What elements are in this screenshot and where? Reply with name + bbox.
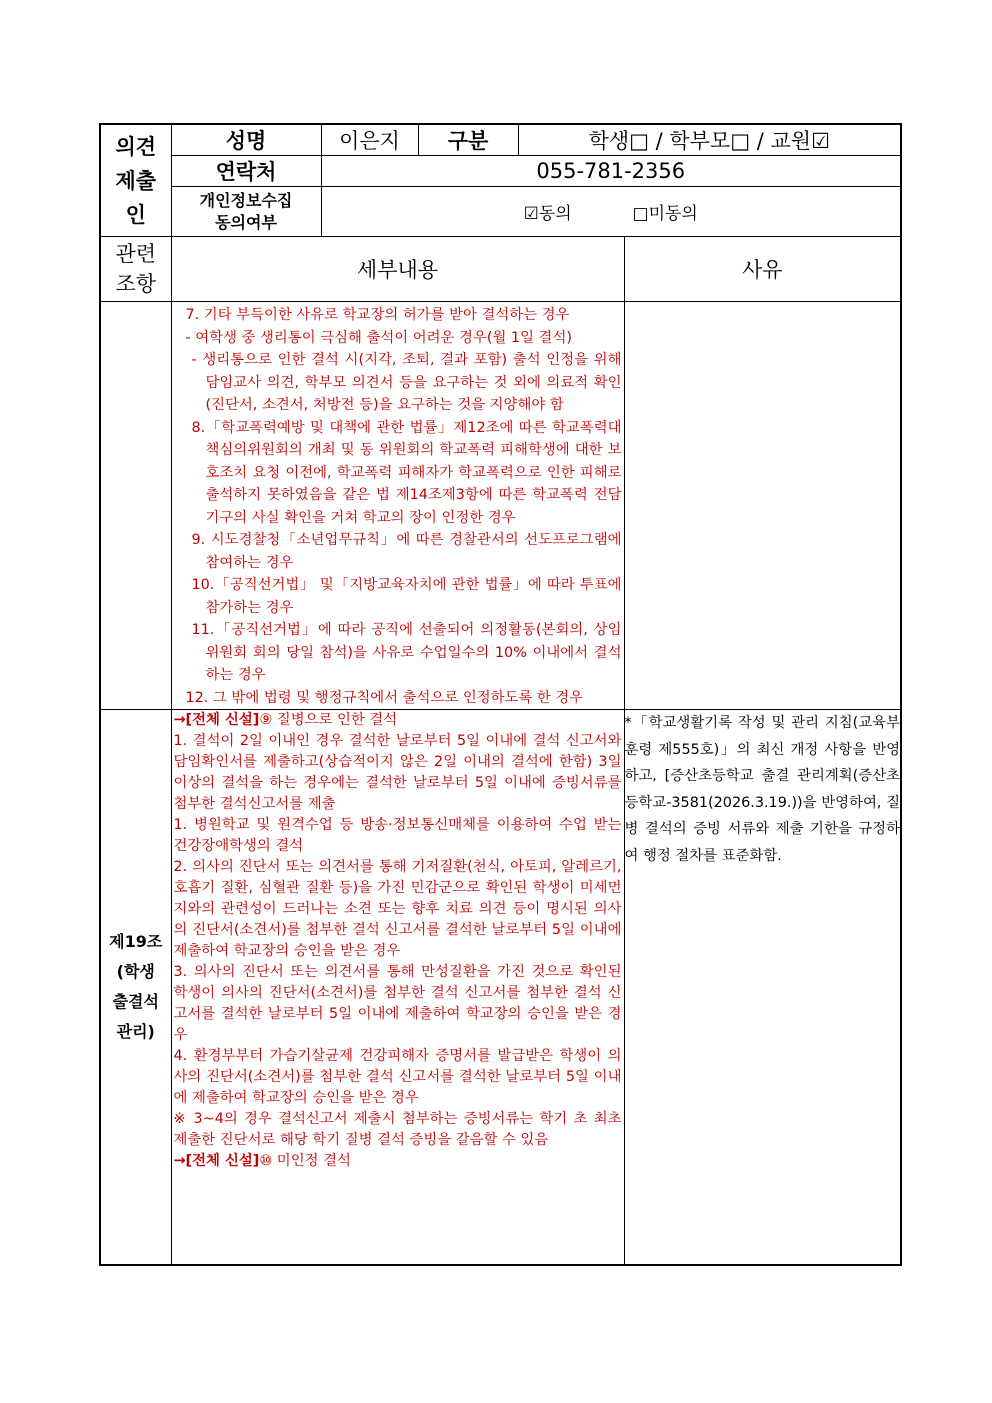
row2-paragraph: ※ 3~4의 경우 결석신고서 제출시 첨부하는 증빙서류는 학기 초 최초 제출한 진단서로 해당 학기 질병 결석 증빙을 갈음할 수 있음 [173, 1111, 622, 1148]
article-19-label: 제19조 (학생 출결석 관리) [100, 710, 171, 1265]
row2-reason-cell: *「학교생활기록 작성 및 관리 지침(교육부훈령 제555호)」의 최신 개정 사항을 반영하고, [증산초등학교 출결 관리계획(증산초등학교-3581(2026.3.19.))을 반영하여, 질병 결석의 증빙 서류와 제출 기한을 규정하여 행정 절차를 표준화함. [624, 710, 901, 1265]
row1-item: 11.「공직선거법」에 따라 공직에 선출되어 의정활동(본회의, 상임위원회 회의 당일 참석)을 사유로 수업일수의 10% 이내에서 결석하는 경우 [191, 622, 622, 683]
contact-label: 연락처 [171, 156, 321, 187]
type-value: 학생□ / 학부모□ / 교원☑ [518, 124, 901, 156]
opinion-table [99, 123, 902, 1266]
row2-detail-cell [171, 710, 624, 1265]
new-provision-title: ⑩ 미인정 결석 [259, 1153, 351, 1169]
reason-column-header: 사유 [624, 237, 901, 302]
row1-item: 10.「공직선거법」 및「지방교육자치에 관한 법률」에 따라 투표에 참가하는 경우 [191, 577, 622, 616]
row1-clause-cell [100, 302, 171, 710]
opinion-form [99, 123, 900, 1266]
contact-value: 055-781-2356 [321, 156, 901, 187]
row1-item: 12. 그 밖에 법령 및 행정규칙에서 출석으로 인정하도록 한 경우 [185, 689, 584, 706]
detail-column-header: 세부내용 [171, 237, 624, 302]
type-label: 구분 [418, 124, 518, 156]
row1-detail-cell [171, 302, 624, 710]
disagree-checkbox[interactable]: □미동의 [632, 204, 698, 224]
row2-paragraph: 2. 의사의 진단서 또는 의견서를 통해 기저질환(천식, 아토피, 알레르기, 호흡기 질환, 심혈관 질환 등)을 가진 민감군으로 확인된 학생이 미세먼지와의 관련성이 드러나는 소견 또는 향후 치료 의견 등이 명시된 의사의 진단서(소견서)를 첨부한 결석 신고서를 결석한 날로부터 5일 이내에 제출하여 학교장의 승인을 받은 경우 [173, 859, 622, 959]
agree-checkbox[interactable]: ☑동의 [523, 204, 572, 224]
name-label: 성명 [171, 124, 321, 156]
row2-paragraph: 4. 환경부부터 가습기살균제 건강피해자 증명서를 발급받은 학생이 의사의 진단서(소견서)를 첨부한 결석 신고서를 결석한 날로부터 5일 이내에 제출하여 학교장의 승인을 받은 경우 [173, 1048, 622, 1106]
row2-paragraph: 1. 결석이 2일 이내인 경우 결석한 날로부터 5일 이내에 결석 신고서와 담임확인서를 제출하고(상습적이지 않은 2일 이내의 결석에 한함) 3일 이상의 결석을 하는 경우에는 결석한 날로부터 5일 이내에 증빙서류를 첨부한 결석신고서를 제출 [173, 733, 622, 812]
row1-item: 8.「학교폭력예방 및 대책에 관한 법률」제12조에 따른 학교폭력대책심의위원회의 개최 및 동 위원회의 학교폭력 피해학생에 대한 보호조치 요청 이전에, 학교폭력 피해자가 학교폭력으로 인한 피해로 출석하지 못하였음을 같은 법 제14조제3항에 따른 학교폭력 전담기구의 사실 확인을 거쳐 학교의 장이 인정한 경우 [191, 419, 622, 526]
row1-item: 7. 기타 부득이한 사유로 학교장의 허가를 받아 결석하는 경우 [185, 307, 570, 323]
new-provision-tag: →[전체 신설] [173, 712, 260, 728]
new-provision-9 [174, 710, 622, 731]
privacy-label-line2: 동의여부 [215, 212, 277, 232]
privacy-label [171, 187, 321, 237]
privacy-label-line1: 개인정보수집 [199, 190, 293, 210]
row1-item: - 생리통으로 인한 결석 시(지각, 조퇴, 결과 포함) 출석 인정을 위해 담임교사 의견, 학부모 의견서 등을 요구하는 것 외에 의료적 확인(진단서, 소견서, 처방전 등)을 요구하는 것을 지양해야 함 [191, 352, 622, 413]
new-provision-title: ⑨ 질병으로 인한 결석 [259, 712, 398, 728]
new-provision-10 [174, 1151, 622, 1172]
clause-column-header: 관련 조항 [100, 237, 171, 302]
name-value: 이은지 [321, 124, 418, 156]
row2-paragraph: 1. 병원학교 및 원격수업 등 방송·정보통신매체를 이용하여 수업 받는 건강장애학생의 결석 [173, 817, 622, 854]
row1-reason-cell [624, 302, 901, 710]
row1-item-list [176, 304, 622, 709]
row2-paragraph: 3. 의사의 진단서 또는 의견서를 통해 만성질환을 가진 것으로 확인된 학생이 의사의 진단서(소견서)를 첨부한 결석 신고서를 첨부한 결석 신고서를 결석한 날로부터 5일 이내에 제출하여 학교장의 승인을 받은 경우 [173, 964, 622, 1043]
new-provision-tag: →[전체 신설] [173, 1153, 260, 1169]
row1-item: 9. 시도경찰청「소년업무규칙」에 따른 경찰관서의 선도프로그램에 참여하는 경우 [191, 532, 622, 571]
privacy-consent [321, 187, 901, 237]
row1-item: - 여학생 중 생리통이 극심해 출석이 어려운 경우(월 1일 결석) [185, 329, 572, 346]
submitter-label: 의견 제출 인 [100, 124, 171, 237]
